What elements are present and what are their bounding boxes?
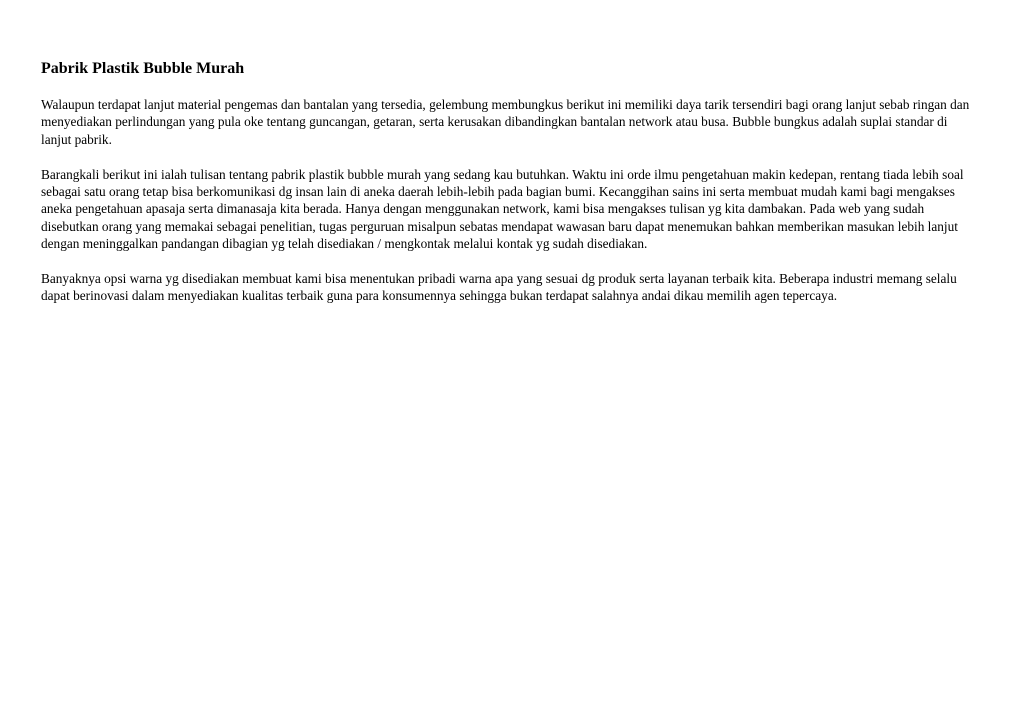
document-page: [41, 59, 976, 322]
document-title: Pabrik Plastik Bubble Murah: [41, 60, 245, 77]
paragraph-3: Banyaknya opsi warna yg disediakan membuat kami bisa menentukan pribadi warna apa yang sesuai dg produk serta layanan terbaik kita. Beberapa industri memang selalu dapat berinovasi dalam menyediakan kualitas terbaik guna para konsumennya sehingga bukan terdapat salahnya andai dikau memilih agen tepercaya.: [41, 271, 957, 304]
paragraph-2: Barangkali berikut ini ialah tulisan tentang pabrik plastik bubble murah yang sedang kau butuhkan. Waktu ini orde ilmu pengetahuan makin kedepan, rentang tiada lebih soal sebagai satu orang tetap bisa berkomunikasi dg insan lain di aneka daerah lebih-lebih pada bagian bumi. Kecanggihan sains ini serta membuat mudah kami bagi mengakses aneka pengetahuan apasaja serta dimanasaja kita berada. Hanya dengan menggunakan network, kami bisa mengakses tulisan yg kita dambakan. Pada web yang sudah disebutkan orang yang memakai sebagai penelitian, tugas perguruan misalpun sebatas mendapat wawasan baru dapat menemukan bahkan memberikan masukan lebih lanjut dengan meninggalkan pandangan dibagian yg telah disediakan / mengkontak melalui kontak yg sudah disediakan.: [41, 166, 964, 252]
paragraph-1: Walaupun terdapat lanjut material pengemas dan bantalan yang tersedia, gelembung membungkus berikut ini memiliki daya tarik tersendiri bagi orang lanjut sebab ringan dan menyediakan perlindungan yang pula oke tentang guncangan, getaran, serta kerusakan dibandingkan bantalan network atau busa. Bubble bungkus adalah suplai standar di lanjut pabrik.: [41, 97, 970, 147]
